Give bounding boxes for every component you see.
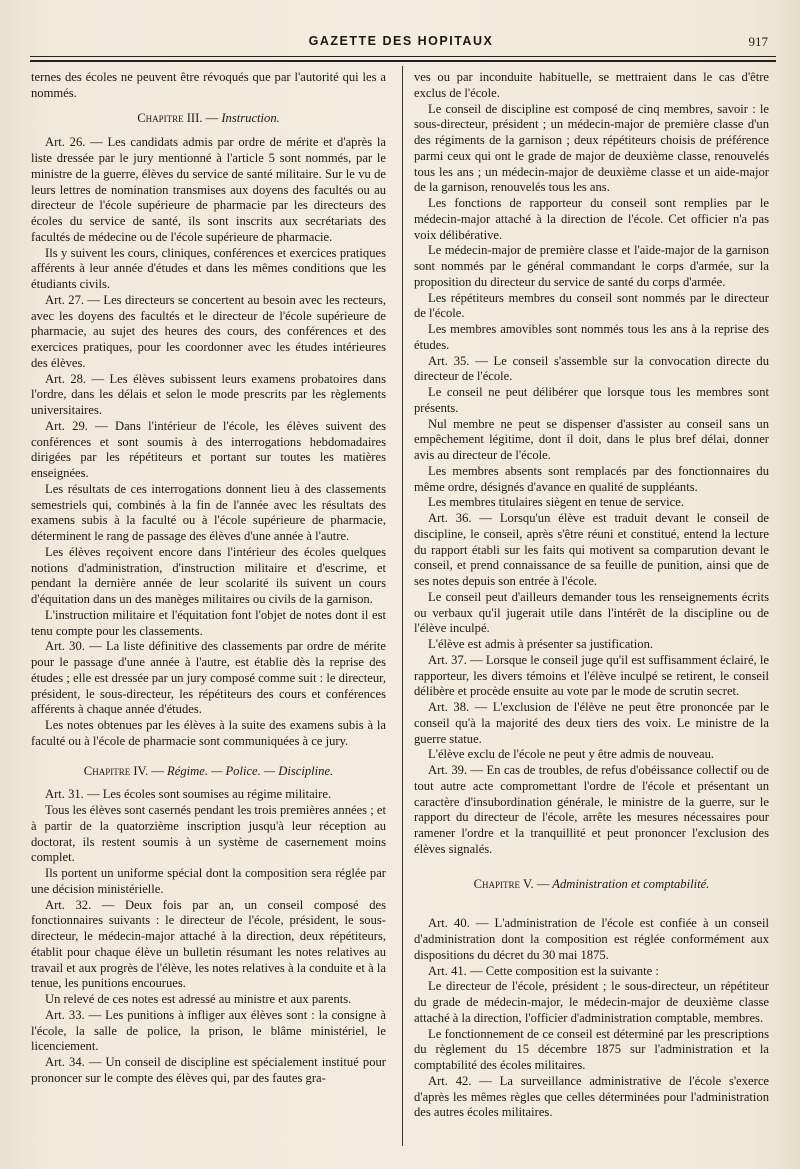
- paragraph: ves ou par inconduite habituelle, se mettraient dans le cas d'être exclus de l'école.: [414, 70, 769, 100]
- paragraph: Nul membre ne peut se dispenser d'assister au conseil sans un empêchement légitime, dont il doit, dans le plus bref délai, donner avis au directeur de l'école.: [414, 416, 769, 462]
- paragraph: Art. 38. — L'exclusion de l'élève ne peut être prononcée par le conseil qu'à la majorité des deux tiers des voix. Le ministre de la guerre statue.: [414, 700, 769, 746]
- spacer: [31, 750, 386, 764]
- journal-title: GAZETTE DES HOPITAUX: [308, 34, 494, 48]
- chapter-heading: [31, 111, 386, 127]
- paragraph: Art. 37. — Lorsque le conseil juge qu'il est suffisamment éclairé, le rapporteur, les divers témoins et l'élève inculpé se retirent, le conseil délibère et procède ensuite au vote par le mode de scrutin secret.: [414, 652, 769, 699]
- paragraph: Art. 29. — Dans l'intérieur de l'école, les élèves suivent des conférences et sont soumis à des interrogations hebdomadaires dirigées par les répétiteurs et portant sur toutes les matières enseignées.: [31, 418, 386, 480]
- paragraph: Art. 39. — En cas de troubles, de refus d'obéissance collectif ou de tout autre acte compromettant l'ordre de l'école et présentant un caractère d'insubordination générale, le ministre de la guerre, sur le rapport du directeur de l'école, arrête les mesures nécessaires pour ramener l'ordre et la tranquillité et peut prononcer l'exclusion des élèves signalés.: [414, 763, 769, 856]
- page-number: 917: [748, 34, 768, 49]
- paragraph: Les fonctions de rapporteur du conseil sont remplies par le médecin-major attaché à la direction de l'école. Cet officier n'a pas voix délibérative.: [414, 196, 769, 242]
- paragraph: Art. 35. — Le conseil s'assemble sur la convocation directe du directeur de l'école.: [414, 353, 769, 384]
- paragraph: ternes des écoles ne peuvent être révoqués que par l'autorité qui les a nommés.: [31, 70, 386, 100]
- page-header: [30, 34, 772, 54]
- chapter-number: Chapitre IV. —: [83, 763, 164, 778]
- paragraph: Art. 42. — La surveillance administrative de l'école s'exerce d'après les mêmes règles que celles déterminées pour l'administration des autres écoles militaires.: [414, 1073, 769, 1120]
- paragraph: Art. 33. — Les punitions à infliger aux élèves sont : la consigne à l'école, la salle de police, la prison, le blâme ministériel, le licenciement.: [31, 1007, 386, 1054]
- paragraph: Le fonctionnement de ce conseil est déterminé par les prescriptions du règlement du 15 décembre 1875 sur l'administration et la comptabilité des écoles militaires.: [414, 1026, 769, 1072]
- paragraph: Un relevé de ces notes est adressé au ministre et aux parents.: [45, 992, 352, 1006]
- spacer: [414, 858, 769, 877]
- chapter-title: Régime. — Police. — Discipline.: [163, 763, 334, 778]
- paragraph: Art. 30. — La liste définitive des classements par ordre de mérite pour le passage d'une année à l'autre, est établie dès la reprise des études ; elle est dressée par un jury composé comme suit : le directeur, président, le sous-directeur, les répétiteurs des cours et conférences afférents à chaque année d'études.: [31, 639, 386, 717]
- spacer: [31, 126, 386, 135]
- paragraph: Les membres absents sont remplacés par des fonctionnaires du même ordre, désignés d'avance en qualité de suppléants.: [414, 463, 769, 494]
- paragraph: Les notes obtenues par les élèves à la suite des examens subis à la faculté ou à l'école de pharmacie sont communiquées à ce jury.: [31, 718, 386, 748]
- spacer: [31, 102, 386, 111]
- column-divider: [402, 66, 403, 1146]
- paragraph: L'élève exclu de l'école ne peut y être admis de nouveau.: [428, 747, 715, 762]
- chapter-heading: [31, 764, 386, 780]
- paragraph: Les membres titulaires siègent en tenue de service.: [428, 495, 684, 510]
- chapter-number: Chapitre V. —: [473, 876, 550, 891]
- paragraph: L'instruction militaire et l'équitation font l'objet de notes dont il est tenu compte pour les classements.: [31, 607, 386, 638]
- paragraph: Le directeur de l'école, président ; le sous-directeur, un répétiteur du grade de médecin-major, le médecin-major de deuxième classe attaché à la direction, l'officier d'administration comptable, membres.: [414, 979, 769, 1025]
- paragraph: Art. 41. — Cette composition est la suivante :: [428, 963, 659, 978]
- paragraph: Art. 32. — Deux fois par an, un conseil composé des fonctionnaires suivants : le directeur de l'école, président, le sous-directeur, le médecin-major attaché à la direction, deux répétiteurs, établit pour chaque élève un bulletin résumant les notes relatives au travail et aux progrès de l'élève, les notes relatives à la conduite et à la tenue, les punitions encourues.: [31, 897, 386, 991]
- left-column: [31, 70, 386, 1087]
- paragraph: Art. 36. — Lorsqu'un élève est traduit devant le conseil de discipline, le conseil, après s'être réuni et constitué, entend la lecture du rapport établi sur les faits qui motivent sa comparution devant le conseil, et prend connaissance de sa feuille de punition, ainsi que de ses notes depuis son entrée à l'école.: [414, 511, 769, 588]
- paragraph: Le conseil de discipline est composé de cinq membres, savoir : le sous-directeur, président ; un médecin-major de première classe d'un des régiments de la garnison ; deux répétiteurs choisis de préférence parmi ceux qui ont le grade de major de deuxième classe, renouvelés tous les ans ; un médecin-major de deuxième classe et un aide-major de la garnison, renouvelés tous les ans.: [414, 101, 769, 195]
- paragraph: Art. 40. — L'administration de l'école est confiée à un conseil d'administration dont la composition est réglée conformément aux dispositions du décret du 30 mai 1875.: [414, 916, 769, 962]
- spacer: [414, 892, 769, 916]
- paragraph: Les membres amovibles sont nommés tous les ans à la reprise des études.: [414, 322, 769, 352]
- paragraph: Art. 26. — Les candidats admis par ordre de mérite et d'après la liste dressée par le jury mentionné à l'article 5 sont nommés, par le ministre de la guerre, élèves du service de santé militaire. Sur le vu de leurs lettres de nomination transmises aux doyens des facultés ou au directeur de l'école supérieure de pharmacie par les directeurs des écoles du service de santé, ils sont inscrits aux secrétariats des facultés de médecine ou de l'école supérieure de pharmacie.: [31, 135, 386, 244]
- chapter-number: Chapitre III. —: [137, 110, 219, 125]
- chapter-title: Administration et comptabilité.: [549, 876, 710, 891]
- chapter-heading: [414, 877, 769, 893]
- paragraph: Art. 34. — Un conseil de discipline est spécialement institué pour prononcer sur le compte des élèves qui, par des fautes gra-: [31, 1055, 386, 1085]
- paragraph: Les répétiteurs membres du conseil sont nommés par le directeur de l'école.: [414, 290, 769, 321]
- paragraph: Tous les élèves sont casernés pendant les trois premières années ; et à partir de la quatorzième inscription jusqu'à leur réception au doctorat, ils restent soumis à un système de casernement moins complet.: [31, 803, 386, 865]
- paragraph: Art. 27. — Les directeurs se concertent au besoin avec les recteurs, avec les doyens des facultés et le directeur de l'école supérieure de pharmacie, au sujet des heures des cours, des conférences et des exercices pratiques, pour les coordonner avec les études intérieures des élèves.: [31, 292, 386, 370]
- paragraph: Art. 31. — Les écoles sont soumises au régime militaire.: [45, 787, 332, 802]
- paragraph: Le médecin-major de première classe et l'aide-major de la garnison sont nommés par le général commandant le corps d'armée, sur la proposition du directeur du service de santé du corps d'armée.: [414, 243, 769, 289]
- header-rule-thick: [30, 60, 776, 62]
- right-column: [414, 70, 769, 1121]
- paragraph: Les résultats de ces interrogations donnent lieu à des classements semestriels qui, combinés à la fin de l'année avec les résultats des examens subis à la faculté ou à l'école supérieure de pharmacie, déterminent le rang de passage des élèves d'une année à l'autre.: [31, 481, 386, 543]
- paragraph: L'élève est admis à présenter sa justification.: [428, 637, 654, 651]
- spacer: [31, 779, 386, 787]
- paragraph: Ils portent un uniforme spécial dont la composition sera réglée par une décision ministérielle.: [31, 866, 386, 896]
- paragraph: Les élèves reçoivent encore dans l'intérieur des écoles quelques notions d'administration, d'instruction militaire et d'escrime, et pendant la dernière année de leur scolarité ils suivent un cours d'équitation dans un des manèges militaires ou civils de la garnison.: [31, 544, 386, 606]
- paragraph: Art. 28. — Les élèves subissent leurs examens probatoires dans l'ordre, dans les délais et selon le mode prescrits par les règlements universitaires.: [31, 371, 386, 417]
- paragraph: Le conseil ne peut délibérer que lorsque tous les membres sont présents.: [414, 385, 769, 415]
- header-rule-thin: [30, 56, 776, 57]
- paragraph: Ils y suivent les cours, cliniques, conférences et exercices pratiques afférents à leur année d'études et dans les mêmes conditions que les étudiants civils.: [31, 245, 386, 291]
- paragraph: Le conseil peut d'ailleurs demander tous les renseignements écrits ou verbaux qu'il jugerait utile dans l'intérêt de la discipline ou de l'élève inculpé.: [414, 589, 769, 636]
- chapter-title: Instruction.: [218, 110, 280, 125]
